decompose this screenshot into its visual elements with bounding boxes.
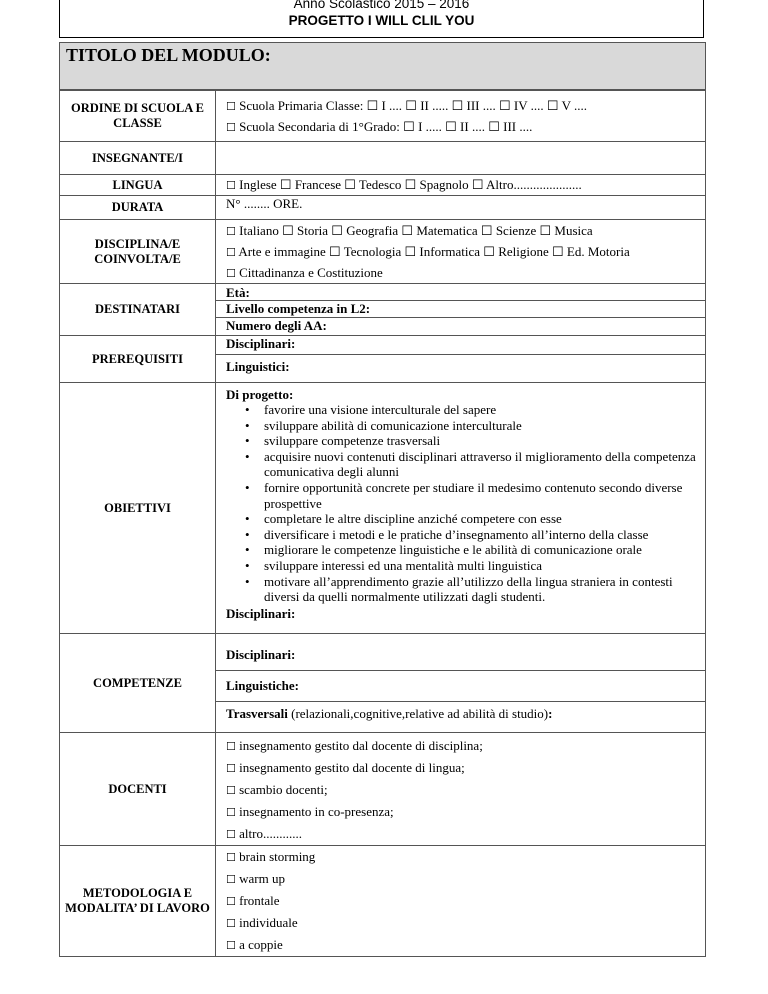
label-metodologia: METODOLOGIA E MODALITA’ DI LAVORO <box>60 846 216 957</box>
discipline-content <box>216 220 706 284</box>
checkbox-icon[interactable]: ☐ <box>226 895 236 908</box>
primaria-line[interactable] <box>226 95 705 116</box>
discipline-text-3: Cittadinanza e Costituzione <box>235 265 383 280</box>
trasversali-label: Trasversali <box>226 706 288 721</box>
row-lingua <box>60 175 706 196</box>
checkbox-icon[interactable]: ☐ <box>226 225 236 238</box>
obiettivo-item: • diversificare i metodi e le pratiche d’insegnamento all’interno della classe <box>264 527 697 543</box>
primaria-text: Scuola Primaria Classe: ☐ I .... ☐ II ..... ☐ III .... ☐ IV .... ☐ V .... <box>239 98 587 113</box>
ordine-content <box>216 91 706 142</box>
obiettivo-item: • sviluppare interessi ed una mentalità multi linguistica <box>264 558 697 574</box>
label-competenze: COMPETENZE <box>60 634 216 733</box>
metodologia-option-label: brain storming <box>235 849 316 864</box>
checkbox-icon[interactable]: ☐ <box>226 828 236 841</box>
label-insegnante: INSEGNANTE/I <box>60 142 216 175</box>
row-docenti <box>60 733 706 846</box>
lingua-content[interactable] <box>216 175 706 196</box>
docenti-content <box>216 733 706 846</box>
checkbox-icon[interactable]: ☐ <box>226 740 236 753</box>
trasversali-note: (relazionali,cognitive,relative ad abilità di studio) <box>287 706 549 721</box>
metodologia-option[interactable] <box>226 912 705 934</box>
checkbox-icon[interactable]: ☐ <box>226 100 236 113</box>
di-progetto-label: Di progetto: <box>226 387 294 402</box>
checkbox-icon[interactable]: ☐ <box>226 939 236 952</box>
label-docenti: DOCENTI <box>60 733 216 846</box>
row-insegnante <box>60 142 706 175</box>
obiettivo-item: • migliorare le competenze linguistiche e le abilità di comunicazione orale <box>264 542 697 558</box>
durata-content[interactable]: N° ........ ORE. <box>216 196 706 220</box>
row-competenze <box>60 634 706 733</box>
numero-field[interactable]: Numero degli AA: <box>216 317 705 334</box>
docenti-option[interactable] <box>226 779 705 801</box>
docenti-option[interactable] <box>226 823 705 845</box>
metodologia-option-label: frontale <box>235 893 280 908</box>
label-ordine: ORDINE DI SCUOLA E CLASSE <box>60 91 216 142</box>
docenti-option-label: insegnamento gestito dal docente di lingua; <box>235 760 465 775</box>
metodologia-option[interactable] <box>226 846 705 868</box>
label-obiettivi: OBIETTIVI <box>60 383 216 634</box>
module-form <box>59 90 706 957</box>
metodologia-content <box>216 846 706 957</box>
docenti-option-label: insegnamento in co-presenza; <box>235 804 394 819</box>
checkbox-icon[interactable]: ☐ <box>226 762 236 775</box>
discipline-line-3[interactable] <box>226 262 705 283</box>
label-prerequisiti: PREREQUISITI <box>60 336 216 383</box>
metodologia-option[interactable] <box>226 934 705 956</box>
document-header <box>59 0 704 38</box>
docenti-option-label: altro............ <box>235 826 302 841</box>
metodologia-option-label: individuale <box>235 915 298 930</box>
secondaria-line[interactable] <box>226 116 705 137</box>
checkbox-icon[interactable]: ☐ <box>226 179 236 192</box>
module-title[interactable] <box>59 42 706 90</box>
row-obiettivi <box>60 383 706 634</box>
obiettivo-item: • sviluppare competenze trasversali <box>264 433 697 449</box>
obiettivo-item: • motivare all’apprendimento grazie all’utilizzo della lingua straniera in contesti diversi da quelli normalmente utilizzati dagli studenti. <box>264 574 697 605</box>
prerequisiti-content <box>216 336 706 383</box>
insegnante-field[interactable] <box>216 142 706 175</box>
comp-trasversali[interactable] <box>216 701 705 732</box>
checkbox-icon[interactable]: ☐ <box>226 873 236 886</box>
secondaria-text: Scuola Secondaria di 1°Grado: ☐ I ..... ☐ II .... ☐ III .... <box>239 119 533 134</box>
checkbox-icon[interactable]: ☐ <box>226 917 236 930</box>
metodologia-option-label: warm up <box>235 871 285 886</box>
obiettivo-item: • sviluppare abilità di comunicazione interculturale <box>264 418 697 434</box>
docenti-option[interactable] <box>226 801 705 823</box>
row-durata <box>60 196 706 220</box>
label-discipline: DISCIPLINA/E COINVOLTA/E <box>60 220 216 284</box>
obiettivo-item: • favorire una visione interculturale del sapere <box>264 402 697 418</box>
row-destinatari <box>60 284 706 336</box>
trasversali-colon: : <box>548 706 553 721</box>
row-prerequisiti <box>60 336 706 383</box>
metodologia-option[interactable] <box>226 890 705 912</box>
obiettivi-content <box>216 383 706 634</box>
row-discipline <box>60 220 706 284</box>
prereq-disciplinari[interactable]: Disciplinari: <box>226 336 296 351</box>
docenti-option[interactable] <box>226 757 705 779</box>
label-destinatari: DESTINATARI <box>60 284 216 336</box>
label-lingua: LINGUA <box>60 175 216 196</box>
discipline-text-2: Arte e immagine ☐ Tecnologia ☐ Informatica ☐ Religione ☐ Ed. Motoria <box>238 244 630 259</box>
competenze-content <box>216 634 706 733</box>
obiettivi-list <box>226 402 697 605</box>
checkbox-icon[interactable]: ☐ <box>226 121 236 134</box>
docenti-list <box>226 735 705 845</box>
metodologia-option-label: a coppie <box>235 937 283 952</box>
metodologia-option[interactable] <box>226 868 705 890</box>
checkbox-icon[interactable]: ☐ <box>226 784 236 797</box>
obiettivo-item: • completare le altre discipline anziché competere con esse <box>264 511 697 527</box>
discipline-line-1[interactable] <box>226 220 705 241</box>
obiettivo-item: • acquisire nuovi contenuti disciplinari attraverso il miglioramento della competenza comunicativa degli alunni <box>264 449 697 480</box>
docenti-option-label: insegnamento gestito dal docente di disciplina; <box>235 738 483 753</box>
comp-disciplinari[interactable]: Disciplinari: <box>226 647 296 662</box>
discipline-line-2[interactable] <box>226 241 705 262</box>
obiettivo-item: • fornire opportunità concrete per studiare il medesimo contenuto secondo diverse prospettive <box>264 480 697 511</box>
module-title-label: TITOLO DEL MODULO: <box>66 45 271 65</box>
obiettivi-disciplinari[interactable]: Disciplinari: <box>226 605 296 621</box>
row-ordine <box>60 91 706 142</box>
docenti-option-label: scambio docenti; <box>235 782 328 797</box>
livello-field[interactable]: Livello competenza in L2: <box>216 300 705 317</box>
comp-linguistiche[interactable]: Linguistiche: <box>216 670 705 701</box>
checkbox-icon[interactable]: ☐ <box>226 267 236 280</box>
metodologia-list <box>226 846 705 956</box>
discipline-text-1: Italiano ☐ Storia ☐ Geografia ☐ Matematica ☐ Scienze ☐ Musica <box>239 223 593 238</box>
project-name: PROGETTO I WILL CLIL YOU <box>288 13 475 28</box>
label-durata: DURATA <box>60 196 216 220</box>
checkbox-icon[interactable]: ☐ <box>226 806 236 819</box>
row-metodologia <box>60 846 706 957</box>
eta-field[interactable]: Età: <box>226 285 250 300</box>
docenti-option[interactable] <box>226 735 705 757</box>
prereq-linguistici[interactable]: Linguistici: <box>216 354 705 382</box>
lingua-options: Inglese ☐ Francese ☐ Tedesco ☐ Spagnolo ☐ Altro..................... <box>239 177 582 192</box>
checkbox-icon[interactable]: ☐ <box>226 246 236 259</box>
checkbox-icon[interactable]: ☐ <box>226 851 236 864</box>
school-year: Anno Scolastico 2015 – 2016 <box>293 0 470 11</box>
destinatari-content <box>216 284 706 336</box>
